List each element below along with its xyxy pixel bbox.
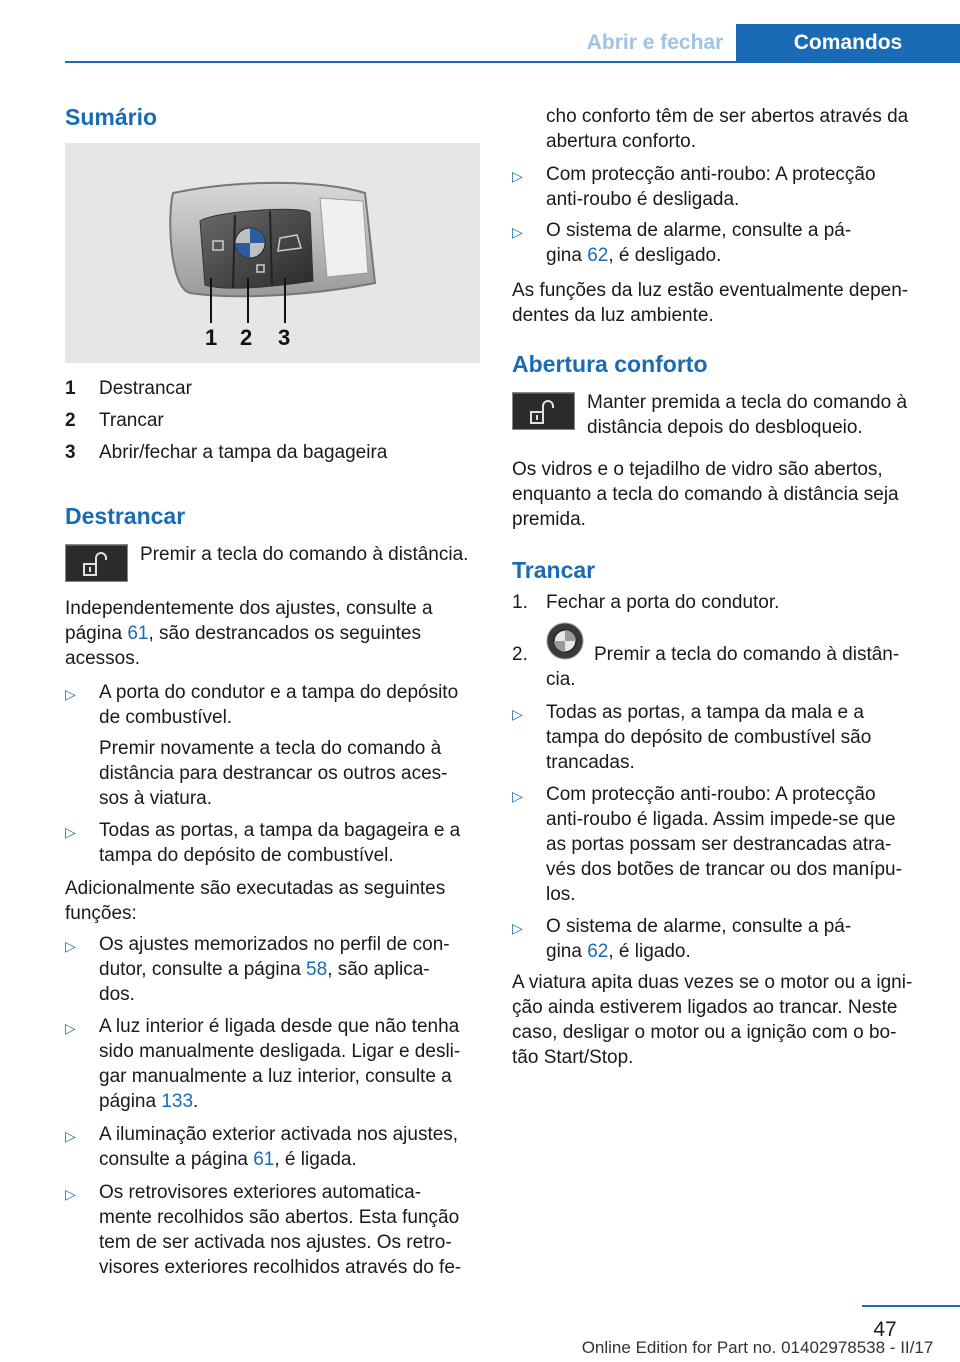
bullet-mirrors: Os retrovisores exteriores automatica‐ mente recolhidos são abertos. Esta função tem de ser activada nos ajustes. Os retro‐ visores exteriores recolhidos através do fe‐ <box>99 1182 462 1278</box>
legend-text: Destrancar <box>99 378 192 399</box>
bullet-driver-door: A porta do condutor e a tampa do depósito de combustível. <box>99 682 459 728</box>
unlock-press-text: Premir a tecla do comando à distância. <box>140 544 469 565</box>
page-number: 47 <box>873 1318 897 1341</box>
remote-key-image <box>65 143 480 363</box>
header-tab-controls[interactable]: Comandos <box>736 24 960 62</box>
page-link-61b[interactable]: 61 <box>253 1149 275 1170</box>
unlock-title: Destrancar <box>65 503 186 529</box>
bullet-triangle-icon: ▷ <box>512 706 523 722</box>
unlock-intro: Independentemente dos ajustes, consulte a página 61, são destrancados os seguintes acessos. <box>65 598 433 669</box>
bullet-driver-profile: Os ajustes memorizados no perfil de con‐ dutor, consulte a página 58, são aplica‐ dos. <box>99 934 450 1005</box>
legend-text: Abrir/fechar a tampa da bagageira <box>99 442 388 463</box>
bullet-anti-theft-off: Com protecção anti-roubo: A protecção anti-roubo é desligada. <box>546 164 876 210</box>
bullet-all-doors: Todas as portas, a tampa da bagageira e a tampa do depósito de combustível. <box>99 820 461 866</box>
bullet-triangle-icon: ▷ <box>65 686 76 702</box>
page-link-62b[interactable]: 62 <box>587 941 609 962</box>
bullet-triangle-icon: ▷ <box>65 1128 76 1144</box>
footer-rule <box>862 1305 960 1307</box>
summary-title: Sumário <box>65 104 158 130</box>
bullet-triangle-icon: ▷ <box>65 1020 76 1036</box>
bullet-triangle-icon: ▷ <box>65 824 76 840</box>
bullet-anti-theft-on: Com protecção anti-roubo: A protecção anti-roubo é ligada. Assim impede-se que as portas possam ser destrancadas atra‐ vés dos botões de trancar ou dos manípu‐ los. <box>546 784 902 905</box>
bullet-interior-light: A luz interior é ligada desde que não tenha sido manualmente desligada. Ligar e desli‐ gar manualmente a luz interior, consulte a página 133. <box>99 1016 461 1112</box>
bullet-all-locked: Todas as portas, a tampa da mala e a tampa do depósito de combustível são trancadas. <box>546 702 872 773</box>
bullet-triangle-icon: ▷ <box>512 920 523 936</box>
final-note: A viatura apita duas vezes se o motor ou a igni‐ ção ainda estiverem ligados ao trancar. Neste caso, desligar o motor ou a ignição com o bo‐ tão Start/Stop. <box>512 972 913 1068</box>
step-number: 1. <box>512 592 528 613</box>
step-press-remote-b: cia. <box>546 669 576 690</box>
bullet-triangle-icon: ▷ <box>512 168 523 184</box>
header-rule <box>65 61 960 63</box>
footer-edition: Online Edition for Part no. 01402978538 - II/17 <box>581 1338 934 1357</box>
lights-note: As funções da luz estão eventualmente depen‐ dentes da luz ambiente. <box>512 280 909 326</box>
step-number: 2. <box>512 644 528 665</box>
legend-num: 1 <box>65 378 76 399</box>
bullet-triangle-icon: ▷ <box>65 938 76 954</box>
comfort-title: Abertura conforto <box>512 351 708 377</box>
comfort-text: Os vidros e o tejadilho de vidro são abertos, enquanto a tecla do comando à distância seja premida. <box>512 459 899 530</box>
bullet-exterior-light: A iluminação exterior activada nos ajustes, consulte a página 61, é ligada. <box>99 1124 459 1170</box>
page-link-62[interactable]: 62 <box>587 245 609 266</box>
key-label-3: 3 <box>278 325 291 350</box>
bullet-alarm-off: O sistema de alarme, consulte a pá‐ gina 62, é desligado. <box>546 220 852 266</box>
bullet-triangle-icon: ▷ <box>512 224 523 240</box>
unlock-key-icon <box>512 392 575 430</box>
step-press-remote-a: Premir a tecla do comando à distân‐ <box>594 644 900 665</box>
key-label-2: 2 <box>240 325 253 350</box>
header-tab-open-close[interactable]: Abrir e fechar <box>586 31 724 54</box>
key-label-1: 1 <box>205 325 218 350</box>
bullet-alarm-on: O sistema de alarme, consulte a pá‐ gina 62, é ligado. <box>546 916 852 962</box>
page-link-133[interactable]: 133 <box>161 1091 194 1112</box>
legend-num: 2 <box>65 410 76 431</box>
bullet-press-again: Premir novamente a tecla do comando à distância para destrancar os outros aces‐ sos à viatura. <box>99 738 448 809</box>
also-executed: Adicionalmente são executadas as seguintes funções: <box>65 878 446 924</box>
bullet-triangle-icon: ▷ <box>65 1186 76 1202</box>
comfort-press-text: Manter premida a tecla do comando à distância depois do desbloqueio. <box>587 392 908 438</box>
page-link-61[interactable]: 61 <box>127 623 149 644</box>
step-close-door: Fechar a porta do condutor. <box>546 592 780 613</box>
page-link-58[interactable]: 58 <box>306 959 328 980</box>
mirrors-continued: cho conforto têm de ser abertos através da abertura conforto. <box>546 106 909 152</box>
legend-num: 3 <box>65 442 76 463</box>
legend-text: Trancar <box>99 410 164 431</box>
lock-title: Trancar <box>512 557 596 583</box>
bullet-triangle-icon: ▷ <box>512 788 523 804</box>
unlock-key-icon <box>65 544 128 582</box>
bmw-logo-icon <box>546 622 584 660</box>
